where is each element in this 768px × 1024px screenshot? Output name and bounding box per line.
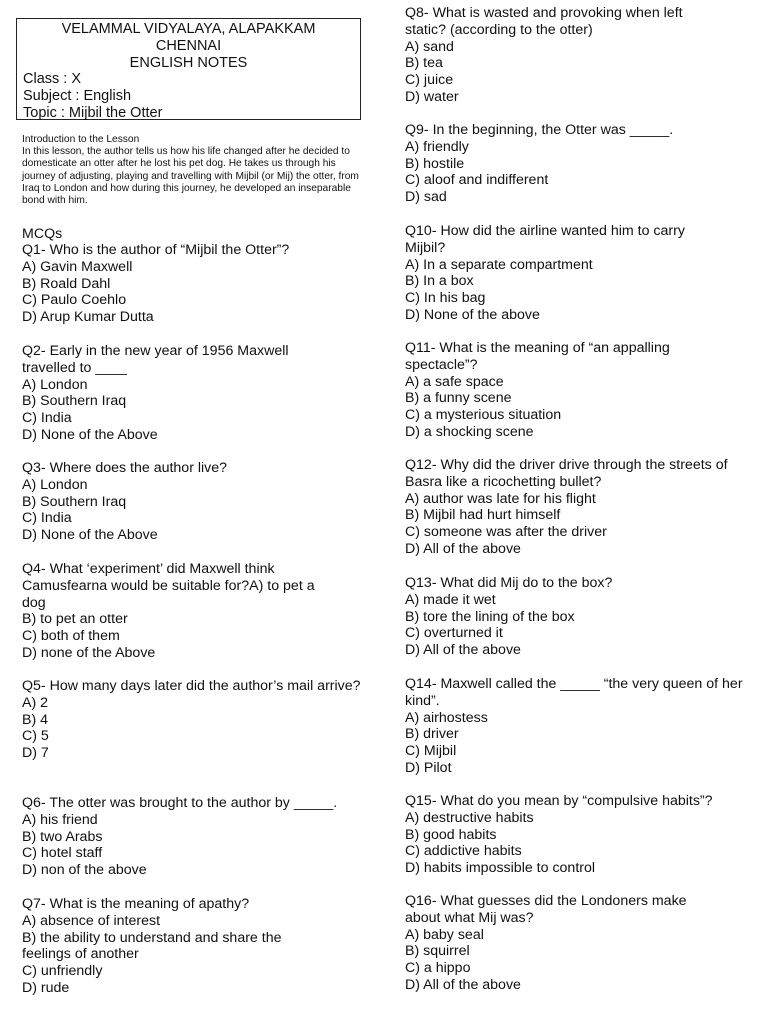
option: C) addictive habits bbox=[405, 843, 522, 860]
option: D) a shocking scene bbox=[405, 423, 534, 440]
option: B) the ability to understand and share the feelings of another bbox=[22, 929, 286, 963]
question-block bbox=[22, 460, 362, 544]
class-line: Class : X bbox=[23, 71, 82, 88]
intro-heading: Introduction to the Lesson bbox=[22, 134, 140, 145]
option: C) 5 bbox=[22, 728, 49, 745]
question-block bbox=[22, 343, 332, 444]
question-text: Q1- Who is the author of “Mijbil the Otter”? bbox=[22, 242, 290, 258]
option: D) None of the Above bbox=[22, 527, 158, 544]
option: A) Gavin Maxwell bbox=[22, 258, 133, 275]
question-text: Q12- Why did the driver drive through the streets of Basra like a ricochetting bullet? bbox=[405, 457, 732, 490]
question-block bbox=[405, 793, 750, 877]
option: A) airhostess bbox=[405, 709, 488, 726]
option: D) All of the above bbox=[405, 642, 521, 659]
option: B) Mijbil had hurt himself bbox=[405, 507, 561, 524]
option: D) All of the above bbox=[405, 976, 521, 993]
option: D) None of the above bbox=[405, 306, 540, 323]
option: D) rude bbox=[22, 979, 70, 996]
question-text: Q11- What is the meaning of “an appalling spectacle”? bbox=[405, 340, 674, 373]
question-text: Q4- What ‘experiment’ did Maxwell think Camusfearna would be suitable for?A) to pet a dog bbox=[22, 561, 319, 611]
option: A) author was late for his flight bbox=[405, 490, 596, 507]
option: A) made it wet bbox=[405, 591, 496, 608]
option: C) juice bbox=[405, 72, 454, 89]
option: C) India bbox=[22, 510, 72, 527]
question-text: Q16- What guesses did the Londoners make about what Mij was? bbox=[405, 893, 691, 926]
notes-title: ENGLISH NOTES bbox=[129, 54, 248, 71]
option: B) In a box bbox=[405, 273, 474, 290]
option: C) Paulo Coehlo bbox=[22, 292, 127, 309]
question-text: Q7- What is the meaning of apathy? bbox=[22, 896, 250, 912]
option: B) tea bbox=[405, 55, 443, 72]
option: B) Southern Iraq bbox=[22, 493, 127, 510]
option: A) his friend bbox=[22, 811, 98, 828]
question-block bbox=[22, 678, 362, 762]
question-block bbox=[405, 340, 715, 441]
subject-line: Subject : English bbox=[23, 88, 132, 105]
question-text: Q15- What do you mean by “compulsive habits”? bbox=[405, 793, 713, 809]
question-block bbox=[22, 561, 322, 662]
option: D) non of the above bbox=[22, 862, 147, 879]
option: B) Southern Iraq bbox=[22, 393, 127, 410]
option: A) sand bbox=[405, 38, 454, 55]
option: A) absence of interest bbox=[22, 912, 161, 929]
option: C) a mysterious situation bbox=[405, 407, 562, 424]
option: B) two Arabs bbox=[22, 828, 103, 845]
question-block bbox=[405, 676, 750, 777]
option: A) London bbox=[22, 476, 88, 493]
option: B) hostile bbox=[405, 155, 465, 172]
question-text: Q2- Early in the new year of 1956 Maxwell travelled to ____ bbox=[22, 343, 293, 376]
intro-section bbox=[22, 134, 362, 207]
question-text: Q5- How many days later did the author’s mail arrive? bbox=[22, 678, 361, 694]
option: C) hotel staff bbox=[22, 845, 103, 862]
option: C) India bbox=[22, 410, 72, 427]
city-name: CHENNAI bbox=[155, 37, 222, 54]
option: D) habits impossible to control bbox=[405, 860, 596, 877]
question-block bbox=[405, 893, 725, 994]
mcqs-label: MCQs bbox=[22, 226, 63, 242]
question-text: Q6- The otter was brought to the author by _____. bbox=[22, 795, 338, 811]
question-text: Q10- How did the airline wanted him to carry Mijbil? bbox=[405, 223, 689, 256]
option: C) Mijbil bbox=[405, 743, 457, 760]
option: B) to pet an otter bbox=[22, 611, 128, 628]
intro-text: In this lesson, the author tells us how his life changed after he decided to domesticate an otter after he lost his pet dog. He takes us through his journey of adjusting, playing and travelling with Mijbil (or Mij) the otter, from Iraq to London and how during this journey, he developed an inseparable bond with him. bbox=[22, 146, 359, 207]
school-name: VELAMMAL VIDYALAYA, ALAPAKKAM bbox=[61, 21, 316, 37]
question-block bbox=[405, 575, 750, 659]
option: C) someone was after the driver bbox=[405, 524, 607, 541]
option: B) driver bbox=[405, 726, 459, 743]
option: D) sad bbox=[405, 189, 447, 206]
option: A) London bbox=[22, 376, 88, 393]
option: A) a safe space bbox=[405, 373, 504, 390]
option: A) In a separate compartment bbox=[405, 256, 593, 273]
option: D) Pilot bbox=[405, 759, 452, 776]
question-text: Q3- Where does the author live? bbox=[22, 460, 228, 476]
option: B) good habits bbox=[405, 826, 497, 843]
option: C) a hippo bbox=[405, 960, 471, 977]
option: C) both of them bbox=[22, 628, 120, 645]
option: D) Arup Kumar Dutta bbox=[22, 309, 154, 326]
option: D) 7 bbox=[22, 745, 49, 762]
topic-line: Topic : Mijbil the Otter bbox=[23, 104, 163, 121]
option: C) aloof and indifferent bbox=[405, 172, 549, 189]
question-block bbox=[405, 457, 750, 558]
question-block bbox=[405, 122, 750, 206]
option: A) baby seal bbox=[405, 926, 484, 943]
question-text: Q9- In the beginning, the Otter was _____. bbox=[405, 122, 674, 138]
option: C) unfriendly bbox=[22, 963, 103, 980]
option: C) In his bag bbox=[405, 290, 486, 307]
question-text: Q8- What is wasted and provoking when left static? (according to the otter) bbox=[405, 5, 687, 38]
option: B) squirrel bbox=[405, 943, 470, 960]
option: D) none of the Above bbox=[22, 644, 156, 661]
option: D) water bbox=[405, 88, 459, 105]
question-text: Q13- What did Mij do to the box? bbox=[405, 575, 613, 591]
question-block bbox=[22, 242, 362, 326]
option: A) friendly bbox=[405, 138, 469, 155]
option: B) 4 bbox=[22, 711, 49, 728]
option: B) tore the lining of the box bbox=[405, 608, 575, 625]
question-block bbox=[22, 896, 322, 997]
option: C) overturned it bbox=[405, 625, 503, 642]
header-box bbox=[16, 18, 361, 120]
option: D) None of the Above bbox=[22, 426, 158, 443]
question-block bbox=[405, 5, 725, 106]
question-text: Q14- Maxwell called the _____ “the very queen of her kind”. bbox=[405, 676, 747, 709]
option: B) Roald Dahl bbox=[22, 275, 111, 292]
option: B) a funny scene bbox=[405, 390, 512, 407]
option: A) 2 bbox=[22, 694, 49, 711]
question-block bbox=[405, 223, 725, 324]
option: A) destructive habits bbox=[405, 809, 534, 826]
option: D) All of the above bbox=[405, 540, 521, 557]
question-block bbox=[22, 795, 367, 879]
